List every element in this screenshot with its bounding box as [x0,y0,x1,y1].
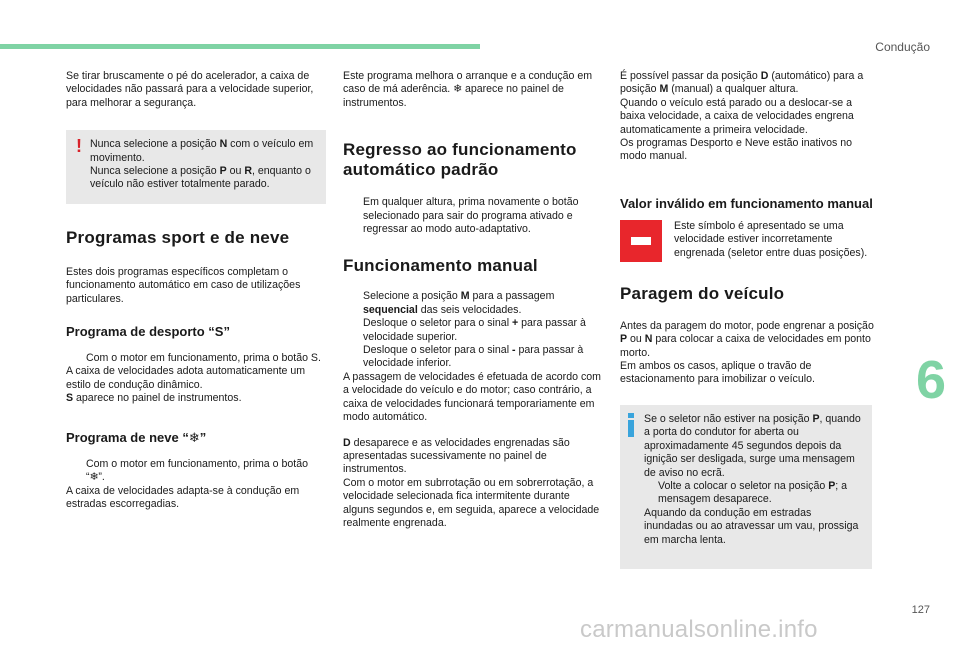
warning-line-2: Nunca selecione a posição P ou R, enquanto o veículo não estiver totalmente parado. [90,165,311,191]
info-warning-message: Se o seletor não estiver na posição P, quando a porta do condutor for aberta ou aproximadamente 45 segundos depois da ignição ser desligada, surge uma mensagem de aviso no ecrã. [644,412,861,479]
manual-bullet-2: Desloque o seletor para o sinal + para passar à velocidade superior. [363,317,586,343]
return-bullet: Em qualquer altura, prima novamente o botão selecionado para sair do programa ativado e regressar ao modo auto-adaptativo. [363,196,579,236]
invalid-gear-icon [620,220,662,262]
first-gear-paragraph: Quando o veículo está parado ou a deslocar-se a baixa velocidade, a caixa de velocidades engrena automaticamente a primeira velocidade. [620,96,854,136]
heading-programs: Programas sport e de neve [66,227,290,247]
d-indicator-paragraph: D desaparece e as velocidades engrenadas são apresentadas sucessivamente no painel de instrumentos. [343,436,570,476]
snow-intro-paragraph: Este programa melhora o arranque e a condução em caso de má aderência. ❄ aparece no painel de instrumentos. [343,70,593,109]
column-1 [66,70,326,511]
rev-paragraph: Com o motor em subrrotação ou em sobrerrotação, a velocidade selecionada fica intermitente durante alguns segundos e, em seguida, aparece a velocidade realmente engrenada. [343,476,600,529]
snow-paragraph: A caixa de velocidades adapta-se à condução em estradas escorregadias. [66,484,300,510]
intro-paragraph: Se tirar bruscamente o pé do acelerador, a caixa de velocidades não passará para a velocidade superior, para melhorar a segurança. [66,70,314,109]
programs-paragraph: Estes dois programas específicos completam o funcionamento automático em caso de utilizações particulares. [66,265,301,305]
parking-brake-paragraph: Em ambos os casos, aplique o travão de estacionamento para imobilizar o veículo. [620,360,815,386]
info-icon [628,413,634,437]
info-box [620,405,872,569]
manual-bullet-3: Desloque o seletor para o sinal - para passar à velocidade inferior. [363,344,584,370]
watermark: carmanualsonline.info [580,616,818,643]
column-2 [343,70,603,530]
mode-switch-paragraph: É possível passar da posição D (automático) para a posição M (manual) a qualquer altura. [620,70,864,96]
info-ford-paragraph: Aquando da condução em estradas inundadas ou ao atravessar um vau, prossiga em marcha lenta. [644,506,859,546]
section-title: Condução [875,40,930,54]
invalid-value-paragraph: Este símbolo é apresentado se uma velocidade estiver incorretamente engrenada (seletor entre duas posições). [674,219,868,259]
heading-snow: Programa de neve “❄” [66,429,207,445]
chapter-number: 6 [916,350,947,410]
manual-bullet-1: Selecione a posição M para a passagem sequencial das seis velocidades. [363,290,555,316]
sport-indicator-text: S aparece no painel de instrumentos. [66,392,242,405]
heading-return-auto: Regresso ao funcionamento automático padrão [343,140,577,180]
heading-manual: Funcionamento manual [343,256,538,276]
heading-invalid-value: Valor inválido em funcionamento manual [620,195,873,211]
column-3 [620,70,880,569]
sport-bullet: Com o motor em funcionamento, prima o botão S. [86,352,321,365]
warning-box [66,130,326,204]
heading-vehicle-stop: Paragem do veículo [620,283,785,303]
snow-bullet: Com o motor em funcionamento, prima o botão “❄”. [86,457,308,484]
invalid-value-block [620,220,880,266]
info-bullet: Volte a colocar o seletor na posição P; a mensagem desaparece. [658,479,848,506]
warning-line-1: Nunca selecione a posição N com o veículo em movimento. [90,138,314,164]
stop-neutral-paragraph: Antes da paragem do motor, pode engrenar a posição P ou N para colocar a caixa de velocidades em ponto morto. [620,319,874,359]
heading-sport: Programa de desporto “S” [66,324,230,340]
manual-paragraph: A passagem de velocidades é efetuada de acordo com a velocidade do veículo e do motor; caso contrário, a caixa de velocidades funcionará temporariamente em modo automático. [343,370,601,424]
sport-paragraph: A caixa de velocidades adota automaticamente um estilo de condução dinâmico. [66,365,306,391]
warning-icon: ! [76,136,82,157]
page-number: 127 [911,604,930,616]
inactive-programs-paragraph: Os programas Desporto e Neve estão inativos no modo manual. [620,137,853,163]
header-accent-bar [0,44,480,49]
